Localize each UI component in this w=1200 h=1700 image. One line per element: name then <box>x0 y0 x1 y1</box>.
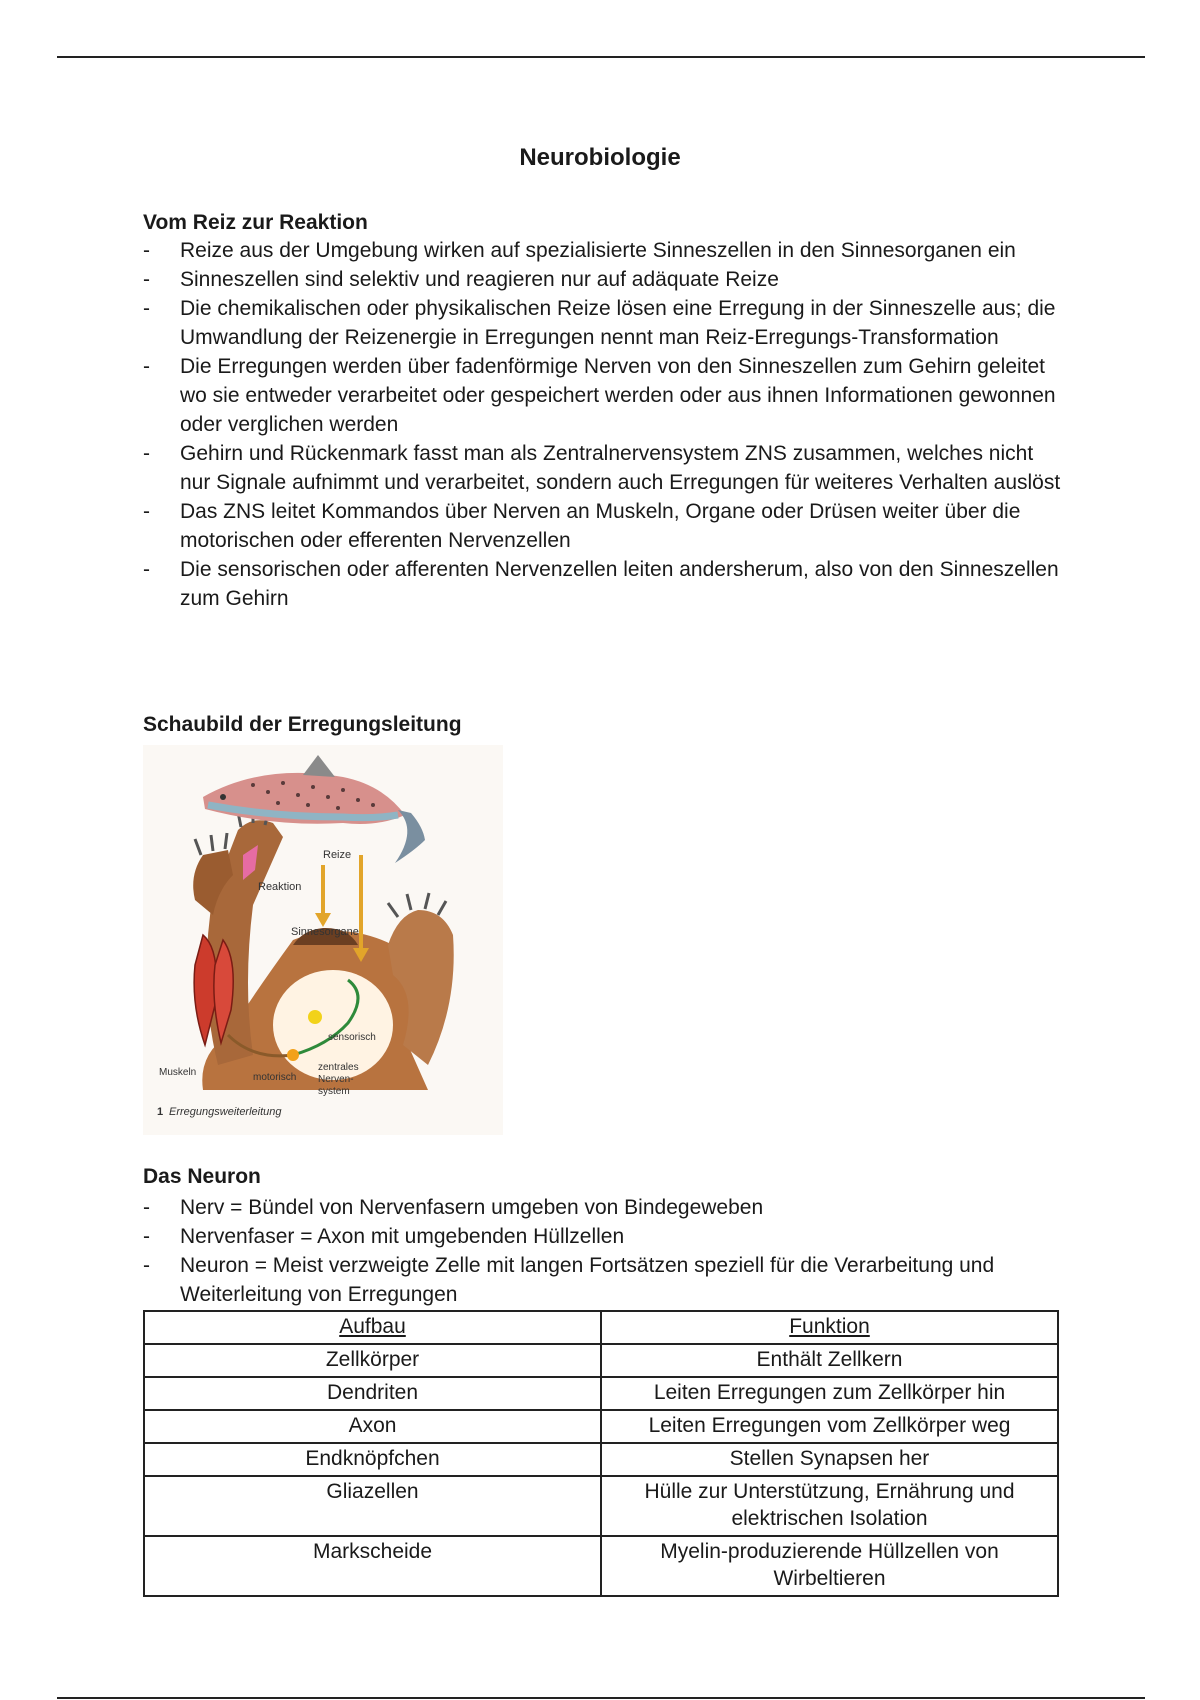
list-item: - Nerv = Bündel von Nervenfasern umgeben von Bindegeweben <box>143 1196 764 1219</box>
cell-funktion: Enthält Zellkern <box>601 1344 1058 1377</box>
bottom-rule <box>57 1697 1145 1699</box>
list-item: - Das ZNS leitet Kommandos über Nerven an Muskeln, Organe oder Drüsen weiter über die motorischen oder efferenten Nervenzellen <box>143 500 1021 552</box>
label-zns-line3: system <box>318 1086 350 1097</box>
zns-node <box>287 1049 299 1061</box>
cell-aufbau: Axon <box>144 1410 601 1443</box>
list-item: - Die sensorischen oder afferenten Nervenzellen leiten andersherum, also von den Sinneszellen zum Gehirn <box>143 558 1059 610</box>
label-sinnesorgane: Sinnesorgane <box>291 926 359 938</box>
cell-funktion: Hülle zur Unterstützung, Ernährung und elektrischen Isolation <box>601 1476 1058 1536</box>
table-row <box>144 1410 1058 1443</box>
header-funktion: Funktion <box>601 1311 1058 1344</box>
label-zns-line1: zentrales <box>318 1062 359 1073</box>
cell-funktion: Stellen Synapsen her <box>601 1443 1058 1476</box>
caption-number: 1 <box>157 1106 164 1118</box>
neuron-table <box>143 1310 1059 1597</box>
label-muskeln: Muskeln <box>159 1067 197 1078</box>
list-item: - Sinneszellen sind selektiv und reagieren nur auf adäquate Reize <box>143 268 779 291</box>
table-row <box>144 1476 1058 1536</box>
list-item: - Die chemikalischen oder physikalischen Reize lösen eine Erregung in der Sinneszelle aus; die Umwandlung der Reizenergie in Erregungen nennt man Reiz-Erregungs-Transformation <box>143 297 1056 349</box>
reiz-reaktion-list <box>143 236 1063 613</box>
cell-aufbau: Markscheide <box>144 1536 601 1596</box>
label-motorisch: motorisch <box>253 1072 297 1083</box>
caption-text: Erregungsweiterleitung <box>169 1106 282 1118</box>
section-heading-schaubild: Schaubild der Erregungsleitung <box>143 713 462 736</box>
cell-aufbau: Gliazellen <box>144 1476 601 1536</box>
section-heading-reiz-reaktion: Vom Reiz zur Reaktion <box>143 211 368 234</box>
header-aufbau: Aufbau <box>144 1311 601 1344</box>
cell-funktion: Leiten Erregungen zum Zellkörper hin <box>601 1377 1058 1410</box>
list-item: - Die Erregungen werden über fadenförmige Nerven von den Sinneszellen zum Gehirn geleitet wo sie entweder verarbeitet oder gespeichert werden oder aus ihnen Informationen gewonnen oder verglichen werden <box>143 355 1056 436</box>
list-item: - Neuron = Meist verzweigte Zelle mit langen Fortsätzen speziell für die Verarbeitung und Weiterleitung von Erregungen <box>143 1254 995 1306</box>
table-row <box>144 1536 1058 1596</box>
top-rule <box>57 56 1145 58</box>
table-row <box>144 1377 1058 1410</box>
cell-aufbau: Zellkörper <box>144 1344 601 1377</box>
figure-erregungsleitung <box>143 745 503 1135</box>
table-row <box>144 1443 1058 1476</box>
page-title: Neurobiologie <box>519 144 681 171</box>
cell-aufbau: Dendriten <box>144 1377 601 1410</box>
cell-funktion: Myelin-produzierende Hüllzellen von Wirbeltieren <box>601 1536 1058 1596</box>
label-sensorisch: sensorisch <box>328 1032 376 1043</box>
list-item: - Nervenfaser = Axon mit umgebenden Hüllzellen <box>143 1225 625 1248</box>
cell-aufbau: Endknöpfchen <box>144 1443 601 1476</box>
label-reaktion: Reaktion <box>258 881 302 893</box>
sensory-node <box>308 1010 322 1024</box>
list-item: - Reize aus der Umgebung wirken auf spezialisierte Sinneszellen in den Sinnesorganen ein <box>143 239 1016 262</box>
section-heading-neuron: Das Neuron <box>143 1165 261 1188</box>
list-item: - Gehirn und Rückenmark fasst man als Zentralnervensystem ZNS zusammen, welches nicht nur Signale aufnimmt und verarbeitet, sondern auch Erregungen für weiteres Verhalten auslöst <box>143 442 1061 494</box>
cell-funktion: Leiten Erregungen vom Zellkörper weg <box>601 1410 1058 1443</box>
neuron-list <box>143 1193 1063 1309</box>
label-zns-line2: Nerven- <box>318 1074 354 1085</box>
table-row <box>144 1344 1058 1377</box>
label-reize: Reize <box>323 849 352 861</box>
bear-fish-illustration <box>143 745 503 1135</box>
table-header-row <box>144 1311 1058 1344</box>
salmon-eye <box>220 794 226 800</box>
